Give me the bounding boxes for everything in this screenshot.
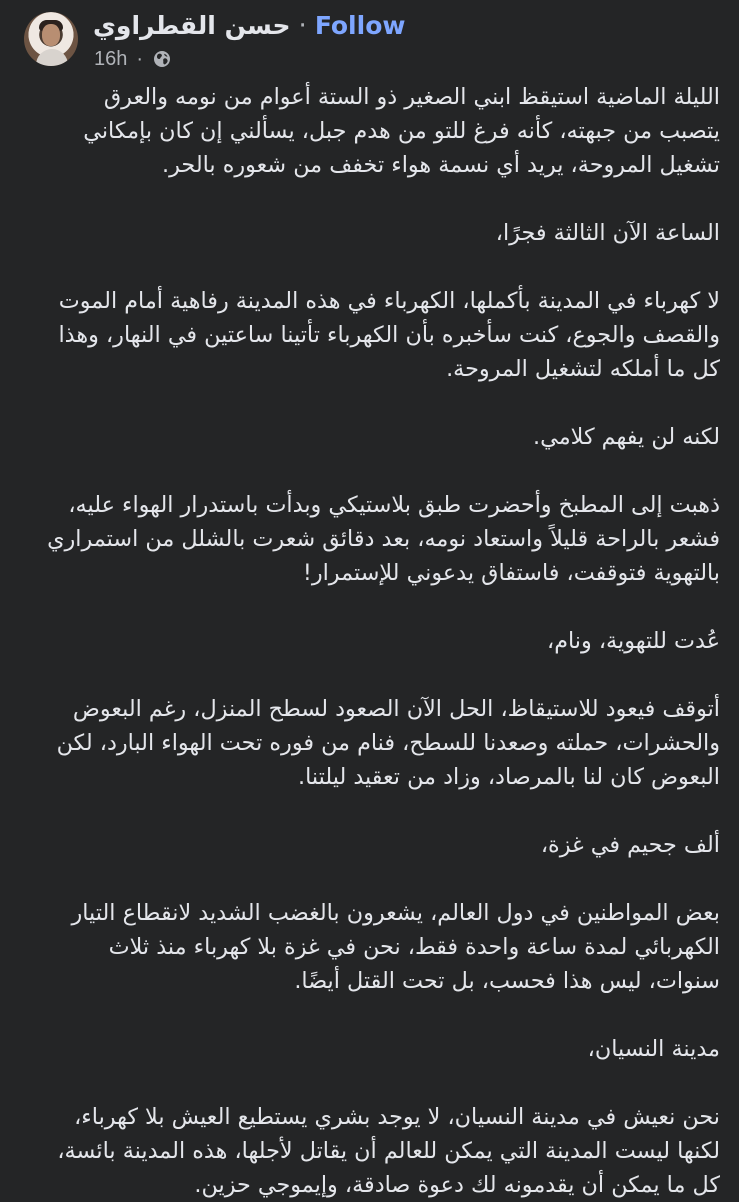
post-paragraph-8: ألف جحيم في غزة، xyxy=(540,832,720,858)
post-body xyxy=(40,80,720,1202)
post-paragraph-11: نحن نعيش في مدينة النسيان، لا يوجد بشري يستطيع العيش بلا كهرباء، لكنها ليست المدينة التي يمكن للعالم أن يقاتل لأجلها، هذه المدينة بائسة، كل ما يمكن أن يقدمونه لك دعوة صادقة، وإيموجي حزين. xyxy=(57,1104,720,1198)
post-paragraph-4: لكنه لن يفهم كلامي. xyxy=(533,424,720,450)
post-time[interactable]: 16h xyxy=(94,48,128,70)
avatar-shirt xyxy=(36,49,68,66)
post-paragraph-2: الساعة الآن الثالثة فجرًا، xyxy=(495,220,720,246)
author-avatar[interactable] xyxy=(24,12,78,66)
globe-icon[interactable] xyxy=(153,50,171,68)
post-meta xyxy=(94,44,171,74)
post-paragraph-6: عُدت للتهوية، ونام، xyxy=(547,628,720,654)
avatar-face xyxy=(42,24,60,46)
post-paragraph-1: الليلة الماضية استيقظ ابني الصغير ذو الستة أعوام من نومه والعرق يتصبب من جبهته، كأنه فرغ للتو من هدم جبل، يسألني إن كان بإمكاني تشغيل المروحة، يريد أي نسمة هواء تخفف من شعوره بالحر. xyxy=(83,84,720,178)
author-row xyxy=(93,9,405,43)
post-paragraph-7: أتوقف فيعود للاستيقاظ، الحل الآن الصعود لسطح المنزل، رغم البعوض والحشرات، حملته وصعدنا للسطح، فنام من فوره تحت الهواء البارد، لكن البعوض كان لنا بالمرصاد، وزاد من تعقيد ليلتنا. xyxy=(56,696,720,790)
follow-button[interactable]: Follow xyxy=(314,11,406,40)
post-paragraph-3: لا كهرباء في المدينة بأكملها، الكهرباء في هذه المدينة رفاهية أمام الموت والقصف والجوع، كنت سأخبره بأن الكهرباء تأتينا ساعتين في النهار، وهذا كل ما أملكه لتشغيل المروحة. xyxy=(58,288,720,382)
post-paragraph-9: بعض المواطنين في دول العالم، يشعرون بالغضب الشديد لانقطاع التيار الكهربائي لمدة ساعة واحدة فقط، نحن في غزة بلا كهرباء منذ ثلاث سنوات، ليس هذا فحسب، بل تحت القتل أيضًا. xyxy=(71,900,720,994)
name-follow-separator: · xyxy=(298,11,307,41)
meta-separator: · xyxy=(136,48,144,70)
post-paragraph-5: ذهبت إلى المطبخ وأحضرت طبق بلاستيكي وبدأت باستدرار الهواء عليه، فشعر بالراحة قليلاً واستعاد نومه، بعد دقائق شعرت بالشلل من استمراري بالتهوية فتوقفت، فاستفاق يدعوني للإستمرار! xyxy=(47,492,720,586)
post-paragraph-10: مدينة النسيان، xyxy=(587,1036,720,1062)
author-name[interactable]: حسن القطراوي xyxy=(93,11,291,40)
post-header xyxy=(0,0,739,80)
